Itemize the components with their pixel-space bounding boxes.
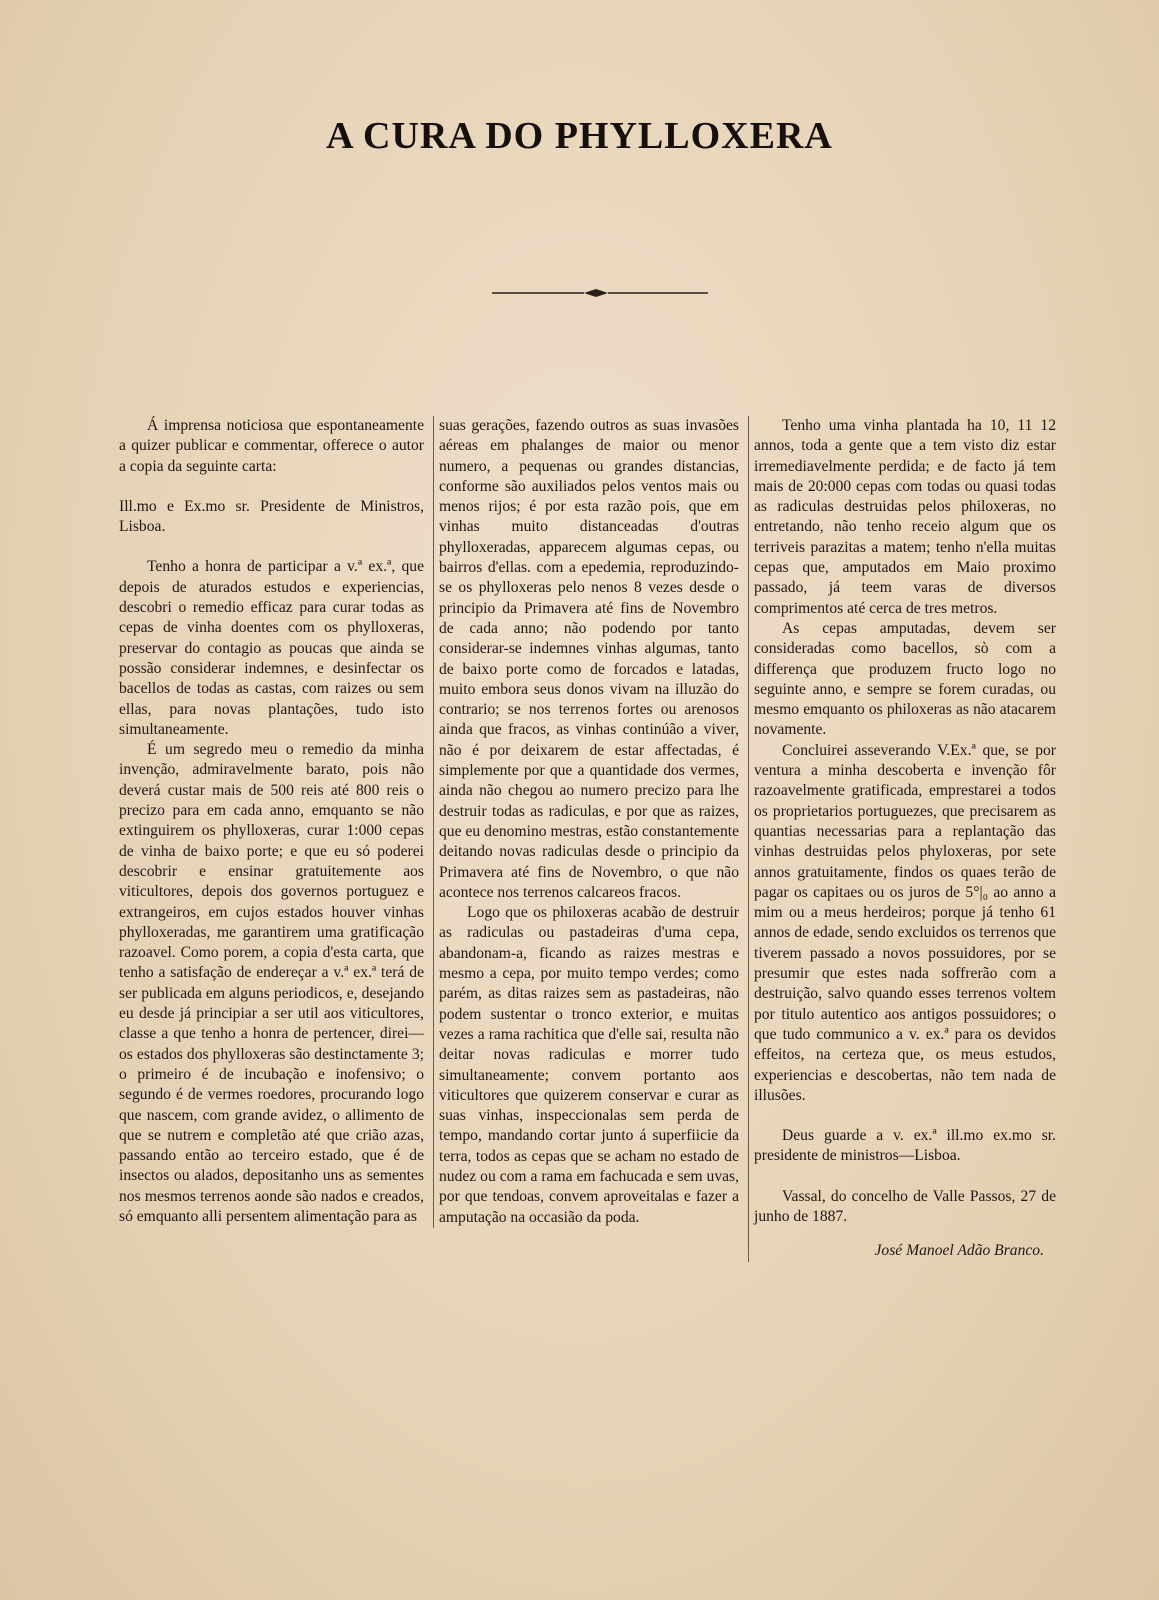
paragraph: As cepas amputadas, devem ser consideradas como bacellos, sò com a differença que produzem fructo logo no seguinte anno, e sempre se forem curadas, ou mesmo emquanto os philoxeras as não atacarem novamente.	[754, 619, 1056, 739]
column-middle	[433, 416, 739, 1228]
paragraph: Tenho a honra de participar a v.ª ex.ª, que depois de aturados estudos e experiencias, descobri o remedio efficaz para curar todas as cepas de vinha doentes com os phylloxeras, preservar do contagio as poucas que ainda se possão considerar indemnes, e desinfectar os bacellos de todas as castas, com raizes ou sem ellas, para novas plantações, tudo isto simultaneamente.	[119, 558, 424, 738]
page-title: A CURA DO PHYLLOXERA	[326, 115, 833, 157]
paragraph-place-date: Vassal, do concelho de Valle Passos, 27 de junho de 1887.	[754, 1187, 1056, 1225]
ornament-divider	[492, 285, 708, 301]
paragraph: Logo que os philoxeras acabão de destruir as radiculas ou pastadeiras d'uma cepa, abandonam-a, ficando as raizes mestras e mesmo a cepa, por muito tempo verdes; como parém, as ditas raizes sem as pastadeiras, não podem sustentar o tronco exterior, e muitas vezes a rama rachitica que d'elle sai, resulta não deitar novas radiculas e morrer tudo simultaneamente; convem portanto aos viticultores que quizerem conservar e curar as suas vinhas, inspeccionalas sem perda de tempo, mandando cortar junto á superfiicie da terra, todos as cepas que se acham no estado de nudez ou com a rama em fachucada e sem uvas, por que tendoas, convem aproveitalas e fazer a amputação na occasião da poda.	[439, 904, 739, 1226]
paragraph: É um segredo meu o remedio da minha invenção, admiravelmente barato, pois não deverá custar mais de 500 reis até 800 reis o precizo para em cada anno, emquanto se não extinguirem os phylloxeras, curar 1:000 cepas de vinha de baixo porte; e que eu só poderei descobrir e ensinar gratuitemente aos viticultores, depois dos governos portuguez e extrangeiros, em cujos estados houver vinhas phylloxeradas, me garantirem uma gratificação razoavel. Como porem, a copia d'esta carta, que tenho a satisfação de endereçar a v.ª ex.ª terá de ser publicada em alguns periodicos, e, desejando eu desde já principiar a ser util aos viticultores, classe a que tenho a honra de pertencer, direi—os estados dos phylloxeras são destinctamente 3; o primeiro é de incubação e inofensivo; o segundo é de vermes roedores, procurando logo que nascem, com grande avidez, o allimento de que se nutrem e completão até que crião azas, passando então ao terceiro estado, que é de insectos ou alados, depositanho uns as sementes nos mesmos terrenos aonde são nados e creados, só emquanto alli persentem alimentação para as	[119, 741, 424, 1225]
column-right	[748, 416, 1056, 1262]
paragraph-closing: Deus guarde a v. ex.ª ill.mo ex.mo sr. presidente de ministros—Lisboa.	[754, 1127, 1056, 1165]
paragraph: suas gerações, fazendo outros as suas invasões aéreas em phalanges de maior ou menor numero, a pequenas ou grandes distancias, conforme são auxiliados pelos ventos mais ou menos rijos; é por esta razão pois, que em vinhas muito distanceadas d'outras phylloxeradas, apparecem algumas cepas, ou bairros d'ellas. com a epedemia, reproduzindo-se os phylloxeras pelo nenos 8 vezes desde o principio da Primavera até fins de Novembro de cada anno; não podendo por tanto considerar-se indemnes vinhas algumas, tanto de baixo porte como de forcados e latadas, muito embora seus donos vivam na illuzão do contrario; se nos terrenos fortes ou arenosos ainda que fracos, as vinhas continúão a viver, não é por deixarem de estar affectadas, é simplemente por que a quantidade dos vermes, ainda não chegou ao numero precizo para lhe destruir todas as radiculas, e por que as raizes, que eu denomino mestras, estão constantemente deitando novas radiculas desde o principio da Primavera até fins de Novembro, o que não acontece nos terrenos calcareos fracos.	[439, 417, 739, 901]
paragraph: Á imprensa noticiosa que espontaneamente a quizer publicar e commentar, offerece o autor a copia da seguinte carta:	[119, 417, 424, 475]
column-left	[119, 416, 424, 1227]
paragraph: Tenho uma vinha plantada ha 10, 11 12 annos, toda a gente que a tem visto diz estar irremediavelmente perdida; e de facto já tem mais de 20:000 cepas com todas ou quasi todas as radiculas destruidas pelos philoxeras, no entretando, não tenho receio algum que os terriveis parazitas a matem; tenho n'ella muitas cepas que, amputados em Maio proximo passado, já teem varas de diversos comprimentos até cerca de tres metros.	[754, 417, 1056, 617]
paragraph-salutation: Ill.mo e Ex.mo sr. Presidente de Ministros, Lisboa.	[119, 497, 424, 536]
paragraph: Concluirei asseverando V.Ex.ª que, se por ventura a minha descoberta e invenção fôr razoavelmente gratificada, emprestarei a todos os proprietarios portuguezes, que precisarem as quantias necessarias para a replantação das vinhas destruidas pelos phyloxeras, por sete annos gratuitamente, findos os quaes terão de pagar os capitaes ou os juros de 5°|₀ ao anno a mim ou a meus herdeiros; porque já tenho 61 annos de edade, sendo excluidos os terrenos que tiverem passado a novos possuidores, por se presumir que estes nada soffrerão com a destruição, salvo quando esses terrenos voltem por titulo autentico aos antigos possuidores; o que tudo communico a v. ex.ª para os devidos effeitos, na certeza que, os meus estudos, experiencias e descobertas, não tem nada de illusões.	[754, 741, 1056, 1104]
signature: José Manoel Adão Branco.	[874, 1242, 1044, 1260]
